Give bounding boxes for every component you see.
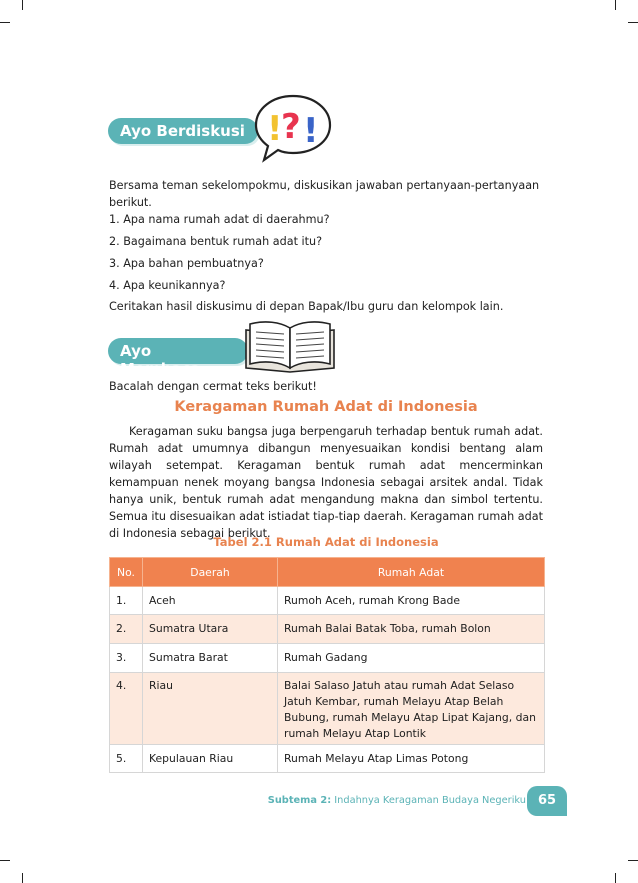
cell-rumah-adat: Rumah Melayu Atap Limas Potong (278, 745, 545, 773)
diskusi-question-4: 4. Apa keunikannya? (109, 279, 226, 292)
cell-daerah: Kepulauan Riau (143, 745, 278, 773)
table-caption: Tabel 2.1 Rumah Adat di Indonesia (213, 535, 439, 549)
cell-no: 2. (110, 615, 143, 644)
table-header-row (110, 558, 545, 587)
diskusi-question-2: 2. Bagaimana bentuk rumah adat itu? (109, 235, 323, 248)
table-row (110, 644, 545, 673)
crop-mark-tr-v (615, 0, 616, 10)
open-book-icon (240, 320, 340, 376)
article-body: Keragaman suku bangsa juga berpengaruh terhadap bentuk rumah adat. Rumah adat umumnya dibangun menyesuaikan kondisi bentang alam wilayah setempat. Keragaman bentuk rumah adat mencerminkan kemampuan nenek moyang bangsa Indonesia sebagai arsitek andal. Tidak hanya unik, bentuk rumah adat mengandung makna dan simbol tertentu. Semua itu disesuaikan adat istiadat tiap-tiap daerah. Keragaman rumah adat di Indonesia sebagai berikut. (109, 425, 543, 540)
table-row (110, 673, 545, 745)
table-row (110, 745, 545, 773)
crop-mark-tl-h (0, 22, 10, 23)
header-rumah-adat: Rumah Adat (278, 558, 545, 587)
cell-daerah: Sumatra Barat (143, 644, 278, 673)
diskusi-question-1: 1. Apa nama rumah adat di daerahmu? (109, 213, 330, 226)
table-row (110, 587, 545, 615)
svg-text:!: ! (267, 109, 283, 149)
crop-mark-br-h (628, 860, 638, 861)
footer-subtema-label: Subtema 2: (267, 795, 332, 806)
crop-mark-br-v (615, 873, 616, 883)
cell-no: 3. (110, 644, 143, 673)
cell-no: 1. (110, 587, 143, 615)
cell-rumah-adat: Balai Salaso Jatuh atau rumah Adat Selaso Jatuh Kembar, rumah Melayu Atap Belah Bubung, rumah Melayu Atap Lipat Kajang, dan rumah Melayu Atap Lontik (278, 673, 545, 745)
cell-daerah: Sumatra Utara (143, 615, 278, 644)
svg-text:!: ! (303, 111, 319, 151)
cell-daerah: Riau (143, 673, 278, 745)
speech-bubble-question-icon (252, 92, 334, 164)
cell-rumah-adat: Rumoh Aceh, rumah Krong Bade (278, 587, 545, 615)
table-row (110, 615, 545, 644)
crop-mark-bl-h (0, 860, 10, 861)
section-header-diskusi: Ayo Berdiskusi (108, 118, 258, 144)
rumah-adat-table (109, 557, 545, 773)
footer-subtema-title: Indahnya Keragaman Budaya Negeriku (334, 795, 526, 806)
cell-rumah-adat: Rumah Gadang (278, 644, 545, 673)
section-header-membaca: Ayo Membaca (108, 338, 248, 364)
diskusi-closing: Ceritakan hasil diskusimu di depan Bapak/Ibu guru dan kelompok lain. (109, 300, 504, 313)
crop-mark-tl-v (22, 0, 23, 10)
header-no: No. (110, 558, 143, 587)
article-title: Keragaman Rumah Adat di Indonesia (174, 399, 478, 415)
crop-mark-bl-v (22, 873, 23, 883)
membaca-instruction: Bacalah dengan cermat teks berikut! (109, 380, 317, 393)
page-number: 65 (527, 786, 567, 816)
cell-daerah: Aceh (143, 587, 278, 615)
cell-rumah-adat: Rumah Balai Batak Toba, rumah Bolon (278, 615, 545, 644)
footer-subtema (268, 795, 526, 806)
header-daerah: Daerah (143, 558, 278, 587)
svg-text:?: ? (281, 107, 301, 147)
crop-mark-tr-h (628, 22, 638, 23)
diskusi-question-3: 3. Apa bahan pembuatnya? (109, 257, 264, 270)
cell-no: 5. (110, 745, 143, 773)
cell-no: 4. (110, 673, 143, 745)
diskusi-intro: Bersama teman sekelompokmu, diskusikan jawaban pertanyaan-pertanyaan berikut. (109, 179, 540, 209)
